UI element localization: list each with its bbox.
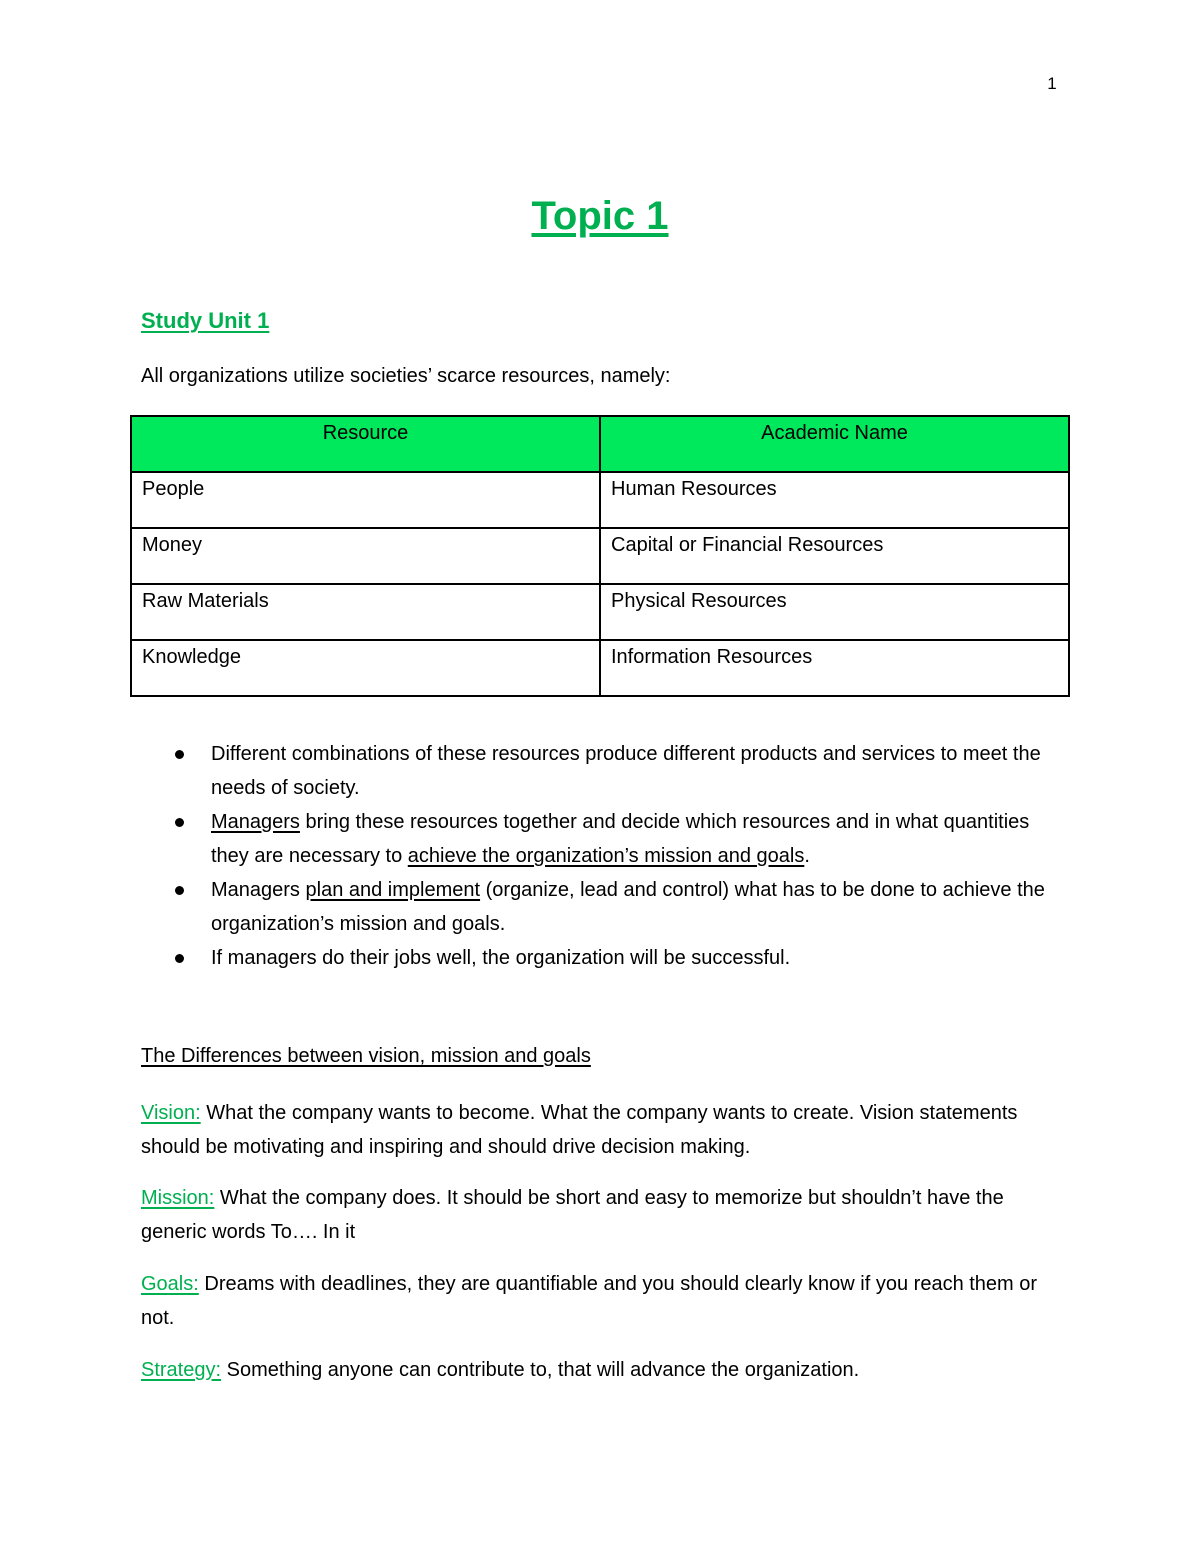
bullet-text: bring these resources together and decide which resources and in what quantities they are necessary to (211, 811, 1030, 867)
list-item (165, 805, 1045, 873)
definition-vision (141, 1096, 1061, 1164)
underlined-text: achieve the organization’s mission and goals (407, 845, 805, 867)
underlined-text: plan and implement (305, 879, 481, 901)
cell-resource: Money (131, 528, 600, 584)
list-item (165, 873, 1045, 941)
cell-academic-name: Physical Resources (600, 584, 1069, 640)
bullet-text: . (804, 845, 810, 867)
bullet-icon (175, 750, 184, 759)
table-header-row (131, 416, 1069, 472)
header-academic-name: Academic Name (600, 416, 1069, 472)
definition-mission (141, 1181, 1061, 1249)
resources-table (130, 415, 1070, 697)
table-row (131, 584, 1069, 640)
cell-academic-name: Human Resources (600, 472, 1069, 528)
bullet-text: Managers (211, 879, 306, 901)
bullet-icon (175, 818, 184, 827)
intro-paragraph: All organizations utilize societies’ scarce resources, namely: (141, 365, 671, 387)
definition-term: Mission: (141, 1187, 215, 1209)
bullet-icon (175, 954, 184, 963)
table-row (131, 528, 1069, 584)
cell-academic-name: Capital or Financial Resources (600, 528, 1069, 584)
definition-term: Goals: (141, 1273, 199, 1295)
cell-resource: Raw Materials (131, 584, 600, 640)
definition-text: What the company does. It should be short and easy to memorize but shouldn’t have the generic words To…. In it (141, 1187, 1004, 1243)
study-unit-heading: Study Unit 1 (141, 308, 270, 333)
page-title: Topic 1 (531, 194, 669, 238)
bullet-list (165, 737, 1045, 975)
definition-text: Something anyone can contribute to, that will advance the organization. (221, 1359, 860, 1381)
cell-resource: Knowledge (131, 640, 600, 696)
section-heading: The Differences between vision, mission and goals (141, 1045, 591, 1067)
bullet-icon (175, 886, 184, 895)
page-number: 1 (1047, 74, 1057, 93)
cell-academic-name: Information Resources (600, 640, 1069, 696)
table-row (131, 472, 1069, 528)
bullet-text: (organize, lead and control) what has to be done to achieve the organization’s mission and goals. (211, 879, 1045, 935)
list-item (165, 941, 1045, 975)
definition-text: Dreams with deadlines, they are quantifiable and you should clearly know if you reach them or not. (141, 1273, 1038, 1329)
underlined-text: Managers (211, 811, 300, 833)
list-item (165, 737, 1045, 805)
bullet-text: If managers do their jobs well, the organization will be successful. (211, 947, 791, 969)
definition-text: What the company wants to become. What the company wants to create. Vision statements should be motivating and inspiring and should drive decision making. (141, 1102, 1018, 1158)
table-row (131, 640, 1069, 696)
definition-strategy (141, 1353, 1061, 1387)
header-resource: Resource (131, 416, 600, 472)
bullet-text: Different combinations of these resources produce different products and services to meet the needs of society. (211, 743, 1041, 799)
definition-term: Strategy: (141, 1359, 222, 1381)
definition-goals (141, 1267, 1061, 1335)
cell-resource: People (131, 472, 600, 528)
definition-term: Vision: (141, 1102, 201, 1124)
